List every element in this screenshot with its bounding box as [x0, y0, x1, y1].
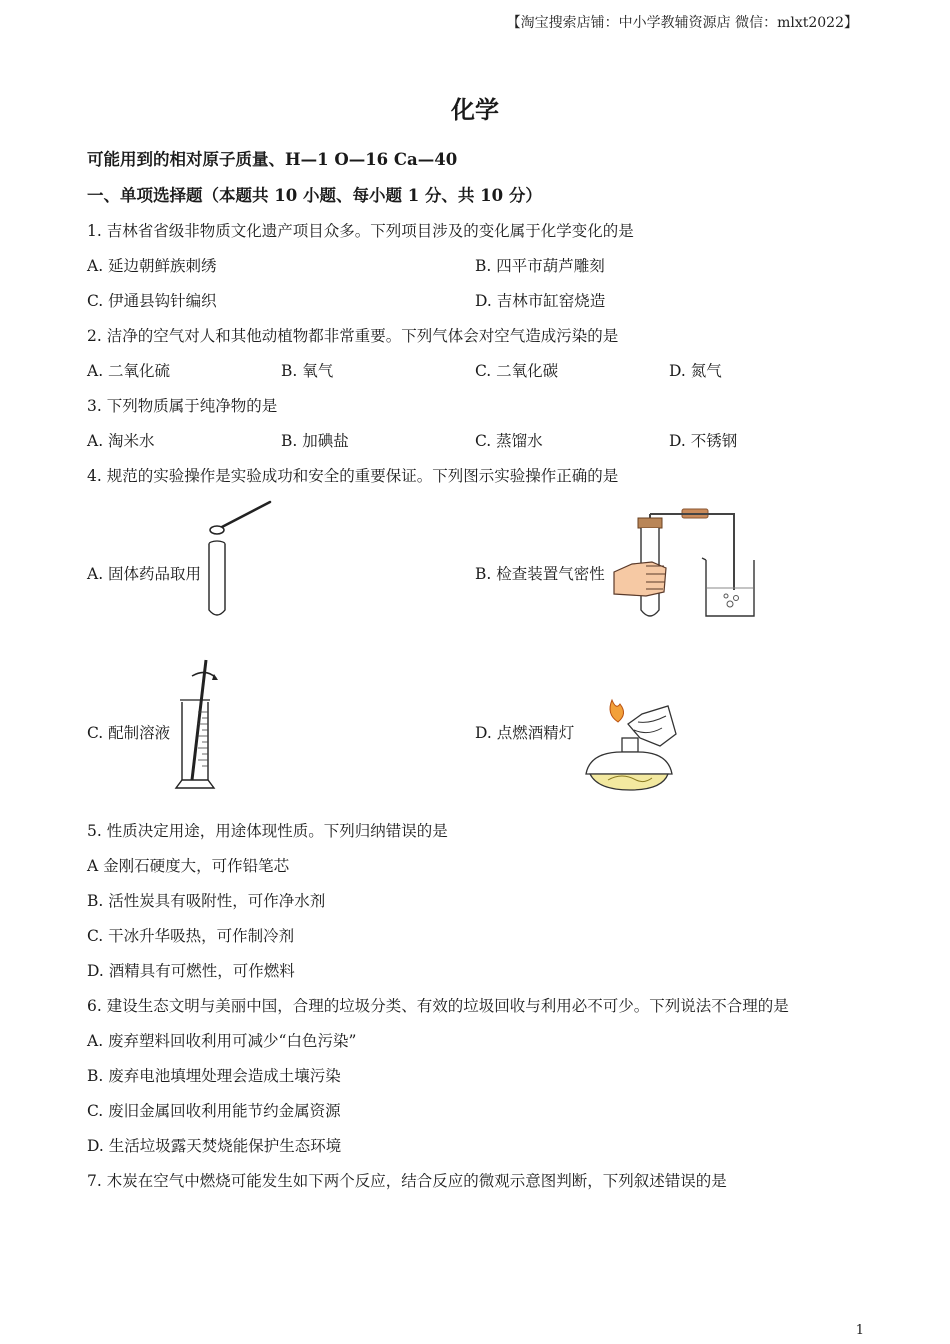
option: D. 点燃酒精灯	[475, 724, 575, 742]
figure-airtightness-check	[610, 500, 760, 622]
option: C. 伊通县钩针编织	[87, 292, 217, 310]
option: C. 配制溶液	[87, 724, 171, 742]
option: B. 检查装置气密性	[475, 565, 605, 583]
figure-graduated-cylinder	[170, 656, 230, 794]
option: D. 吉林市缸窑烧造	[475, 292, 606, 310]
option: A. 延边朝鲜族刺绣	[87, 257, 217, 275]
atomic-masses: 可能用到的相对原子质量、H—1 O—16 Ca—40	[87, 150, 458, 169]
figure-test-tube-spoon	[200, 494, 280, 624]
option: C. 干冰升华吸热，可作制冷剂	[87, 927, 295, 945]
option: B. 四平市葫芦雕刻	[475, 257, 605, 275]
option: C. 蒸馏水	[475, 432, 543, 450]
option: B. 加碘盐	[281, 432, 349, 450]
option: A. 二氧化硫	[87, 362, 171, 380]
question-stem: 1. 吉林省省级非物质文化遗产项目众多。下列项目涉及的变化属于化学变化的是	[87, 222, 634, 240]
option: B. 活性炭具有吸附性，可作净水剂	[87, 892, 326, 910]
option: D. 不锈钢	[669, 432, 738, 450]
question-stem: 4. 规范的实验操作是实验成功和安全的重要保证。下列图示实验操作正确的是	[87, 467, 619, 485]
option: C. 二氧化碳	[475, 362, 559, 380]
header-note: 【淘宝搜索店铺：中小学教辅资源店 微信：mlxt2022】	[506, 15, 858, 31]
option: D. 生活垃圾露天焚烧能保护生态环境	[87, 1137, 342, 1155]
section-title: 一、单项选择题（本题共 10 小题、每小题 1 分、共 10 分）	[87, 186, 542, 205]
option: A. 废弃塑料回收利用可减少“白色污染”	[87, 1032, 357, 1050]
question-stem: 7. 木炭在空气中燃烧可能发生如下两个反应，结合反应的微观示意图判断，下列叙述错误的是	[87, 1172, 727, 1190]
question-stem: 6. 建设生态文明与美丽中国，合理的垃圾分类、有效的垃圾回收与利用必不可少。下列说法不合理的是	[87, 997, 789, 1015]
option: C. 废旧金属回收利用能节约金属资源	[87, 1102, 341, 1120]
question-stem: 5. 性质决定用途，用途体现性质。下列归纳错误的是	[87, 822, 448, 840]
option: A. 固体药品取用	[87, 565, 202, 583]
option: D. 酒精具有可燃性，可作燃料	[87, 962, 295, 980]
option: A. 淘米水	[87, 432, 155, 450]
question-stem: 3. 下列物质属于纯净物的是	[87, 397, 278, 415]
figure-alcohol-lamp	[578, 694, 682, 796]
option: B. 废弃电池填埋处理会造成土壤污染	[87, 1067, 341, 1085]
page-title: 化学	[451, 95, 499, 124]
page-number: 1	[855, 1323, 864, 1338]
option: A 金刚石硬度大，可作铅笔芯	[87, 857, 290, 875]
option: D. 氮气	[669, 362, 722, 380]
question-stem: 2. 洁净的空气对人和其他动植物都非常重要。下列气体会对空气造成污染的是	[87, 327, 619, 345]
option: B. 氧气	[281, 362, 334, 380]
